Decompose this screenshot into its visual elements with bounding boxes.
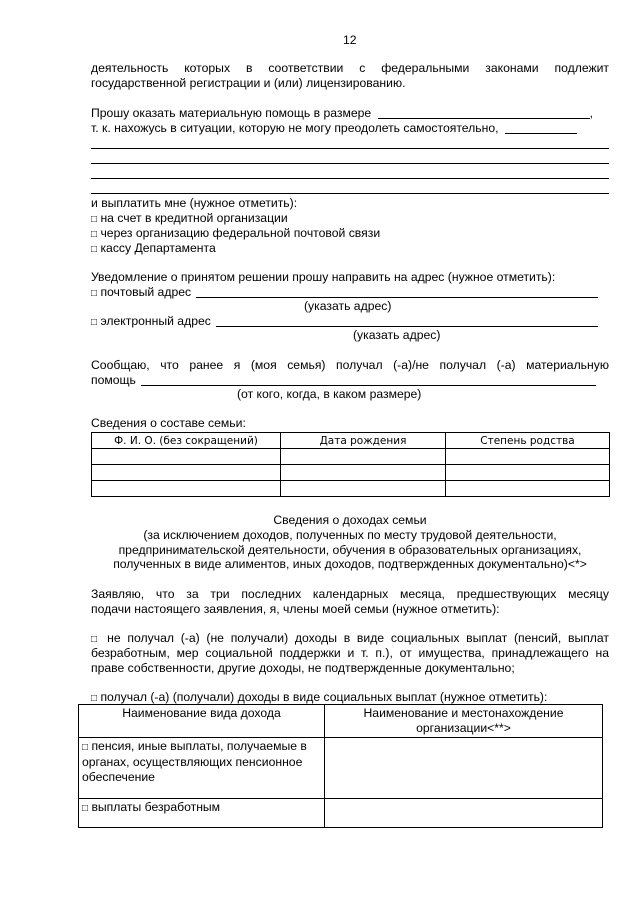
request-comma: ,	[589, 106, 593, 120]
checkbox-icon[interactable]: □	[91, 229, 98, 240]
email-address-hint: (указать адрес)	[353, 328, 441, 342]
income-subtitle-2: предпринимательской деятельности, обучения в образовательных организациях,	[118, 543, 582, 557]
table-row	[92, 465, 610, 481]
checkbox-icon[interactable]: □	[91, 693, 98, 704]
intro-line-1: деятельность которых в соответствии с федеральными законами подлежит	[91, 61, 609, 75]
page-number: 12	[343, 33, 357, 47]
family-table	[91, 432, 610, 497]
reason-field[interactable]	[505, 133, 577, 134]
notification-heading: Уведомление о принятом решении прошу направить на адрес (нужное отметить):	[91, 270, 556, 284]
table-cell[interactable]	[92, 449, 281, 465]
column-header: Степень родства	[446, 433, 610, 449]
postal-address-hint: (указать адрес)	[304, 299, 392, 313]
intro-line-2: государственной регистрации и (или) лицензированию.	[91, 76, 406, 90]
request-line-1	[91, 106, 593, 121]
postal-address-field[interactable]	[196, 297, 598, 298]
table-cell[interactable]	[281, 481, 446, 497]
family-table-header	[92, 433, 610, 449]
prior-aid-label: помощь	[91, 373, 136, 387]
income-title: Сведения о доходах семьи	[273, 513, 427, 527]
prior-aid-field[interactable]	[141, 385, 596, 386]
table-row	[92, 481, 610, 497]
table-cell[interactable]	[92, 465, 281, 481]
checkbox-icon[interactable]: □	[91, 634, 101, 645]
income-type-cell[interactable]	[79, 799, 325, 828]
email-address-label: электронный адрес	[100, 314, 211, 328]
email-address-field[interactable]	[216, 326, 598, 327]
income-table-header	[79, 705, 603, 738]
not-received-line-3: праве собственности, другие доходы, не подтвержденные документально;	[91, 661, 515, 675]
request-amount-label: Прошу оказать материальную помощь в размере	[91, 106, 372, 120]
income-statement-1: Заявляю, что за три последних календарных месяца, предшествующих месяцу	[91, 587, 609, 601]
prior-aid-line-1: Сообщаю, что ранее я (моя семья) получал (-а)/не получал (-а) материальную	[91, 358, 609, 372]
column-header: Наименование вида дохода	[79, 705, 325, 738]
amount-field[interactable]	[378, 118, 590, 119]
income-type-label: выплаты безработным	[91, 800, 221, 814]
payment-option-post[interactable]	[91, 226, 380, 242]
table-cell[interactable]	[92, 481, 281, 497]
prior-aid-hint: (от кого, когда, в каком размере)	[237, 387, 422, 401]
payment-option-label: кассу Департамента	[100, 241, 216, 255]
reason-line-3[interactable]	[91, 178, 609, 179]
family-heading: Сведения о составе семьи:	[91, 416, 246, 430]
table-cell[interactable]	[446, 449, 610, 465]
prior-aid-line-2	[91, 373, 596, 388]
payment-option-label: через организацию федеральной почтовой связи	[100, 226, 381, 240]
payment-heading: и выплатить мне (нужное отметить):	[91, 196, 298, 210]
payment-option-cashier[interactable]	[91, 241, 216, 257]
payment-option-bank[interactable]	[91, 211, 288, 227]
table-row	[79, 799, 603, 828]
reason-line-1[interactable]	[91, 148, 609, 149]
income-type-label: пенсия, иные выплаты, получаемые в органах, осуществляющих пенсионное обеспечение	[82, 739, 307, 784]
not-received-text: не получал (-а) (не получали) доходы в виде социальных выплат (пенсий, выплат	[107, 631, 610, 645]
column-header: Ф. И. О. (без сокращений)	[92, 433, 281, 449]
checkbox-icon[interactable]: □	[91, 214, 98, 225]
request-line-2	[91, 121, 577, 136]
checkbox-icon[interactable]: □	[82, 803, 89, 814]
table-cell[interactable]	[281, 465, 446, 481]
received-text: получал (-а) (получали) доходы в виде социальных выплат (нужное отметить):	[100, 690, 548, 704]
email-address-row[interactable]	[91, 314, 598, 330]
not-received-line-2: безработным, мер социальной поддержки и т. п.), от имущества, принадлежащего на	[91, 646, 609, 660]
table-cell[interactable]	[446, 481, 610, 497]
checkbox-icon[interactable]: □	[91, 288, 98, 299]
income-statement-2: подачи настоящего заявления, я, члены моей семьи (нужное отметить):	[91, 602, 500, 616]
checkbox-icon[interactable]: □	[82, 742, 89, 753]
reason-line-4[interactable]	[91, 193, 609, 194]
income-subtitle-3: полученных в виде алиментов, иных доходов, подтвержденных документально)<*>	[113, 557, 587, 571]
table-cell[interactable]	[446, 465, 610, 481]
column-header: Дата рождения	[281, 433, 446, 449]
income-subtitle-1: (за исключением доходов, полученных по месту трудовой деятельности,	[143, 528, 557, 542]
checkbox-icon[interactable]: □	[91, 244, 98, 255]
income-table	[78, 704, 603, 828]
table-cell[interactable]	[325, 799, 603, 828]
not-received-line-1[interactable]	[91, 631, 609, 647]
table-cell[interactable]	[281, 449, 446, 465]
table-row	[79, 738, 603, 799]
payment-option-label: на счет в кредитной организации	[100, 211, 288, 225]
postal-address-label: почтовый адрес	[100, 285, 192, 299]
request-reason-label: т. к. нахожусь в ситуации, которую не могу преодолеть самостоятельно,	[91, 121, 499, 135]
checkbox-icon[interactable]: □	[91, 317, 98, 328]
reason-line-2[interactable]	[91, 163, 609, 164]
table-row	[92, 449, 610, 465]
income-type-cell[interactable]	[79, 738, 325, 799]
column-header: Наименование и местонахождение организации<**>	[325, 705, 603, 738]
table-cell[interactable]	[325, 738, 603, 799]
